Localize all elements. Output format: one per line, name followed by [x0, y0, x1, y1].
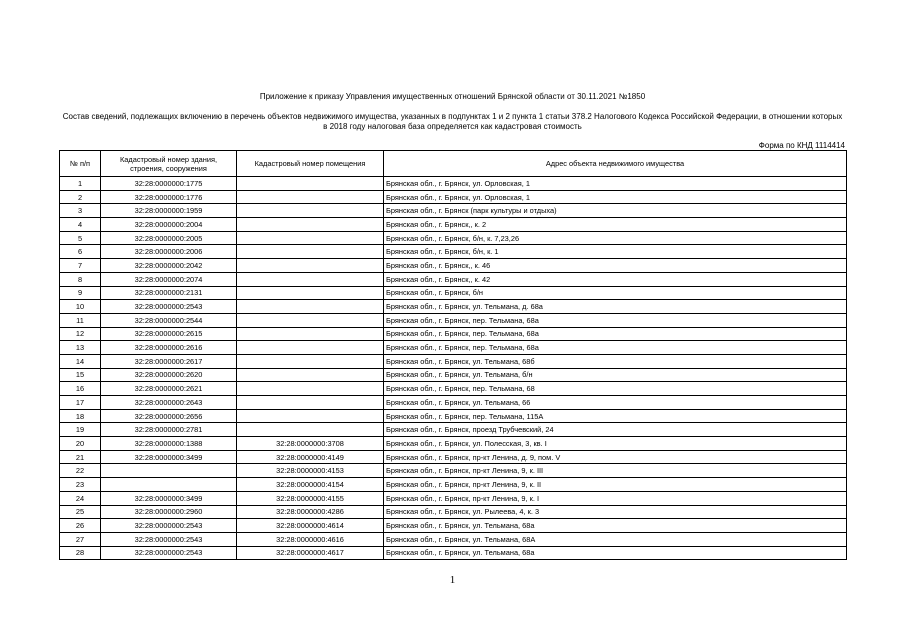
cell-number: 4: [60, 218, 101, 232]
cell-number: 18: [60, 409, 101, 423]
table-row: [60, 532, 847, 546]
cell-building-cadastral: 32:28:0000000:1388: [101, 437, 237, 451]
cell-building-cadastral: 32:28:0000000:2621: [101, 382, 237, 396]
cell-building-cadastral: 32:28:0000000:2042: [101, 259, 237, 273]
cell-building-cadastral: [101, 478, 237, 492]
cell-building-cadastral: 32:28:0000000:2617: [101, 354, 237, 368]
table-row: [60, 245, 847, 259]
cell-address: Брянская обл., г. Брянск, пр-кт Ленина, 9, к. III: [384, 464, 847, 478]
cell-address: Брянская обл., г. Брянск, ул. Рылеева, 4, к. 3: [384, 505, 847, 519]
cell-building-cadastral: 32:28:0000000:2781: [101, 423, 237, 437]
table-row: [60, 341, 847, 355]
cell-room-cadastral: [237, 396, 384, 410]
cell-building-cadastral: 32:28:0000000:2074: [101, 272, 237, 286]
cell-address: Брянская обл., г. Брянск, пер. Тельмана, 68: [384, 382, 847, 396]
table-row: [60, 546, 847, 560]
cell-address: Брянская обл., г. Брянск, ул. Тельмана, б/н: [384, 368, 847, 382]
cell-address: Брянская обл., г. Брянск (парк культуры и отдыха): [384, 204, 847, 218]
cell-room-cadastral: [237, 354, 384, 368]
table-row: [60, 300, 847, 314]
cell-building-cadastral: 32:28:0000000:2616: [101, 341, 237, 355]
cell-number: 24: [60, 491, 101, 505]
cell-number: 7: [60, 259, 101, 273]
cell-address: Брянская обл., г. Брянск, ул. Тельмана, 68б: [384, 354, 847, 368]
cell-number: 10: [60, 300, 101, 314]
cell-building-cadastral: 32:28:0000000:2544: [101, 313, 237, 327]
cell-address: Брянская обл., г. Брянск, пр-кт Ленина, д. 9, пом. V: [384, 450, 847, 464]
table-row: [60, 177, 847, 191]
cell-address: Брянская обл., г. Брянск, ул. Тельмана, 68а: [384, 546, 847, 560]
cell-address: Брянская обл., г. Брянск, ул. Тельмана, 66: [384, 396, 847, 410]
cell-number: 23: [60, 478, 101, 492]
cell-room-cadastral: [237, 190, 384, 204]
cell-address: Брянская обл., г. Брянск, проезд Трубчевский, 24: [384, 423, 847, 437]
cell-room-cadastral: 32:28:0000000:4286: [237, 505, 384, 519]
cell-address: Брянская обл., г. Брянск, ул. Тельмана, 68а: [384, 519, 847, 533]
cell-room-cadastral: [237, 382, 384, 396]
cell-room-cadastral: 32:28:0000000:4149: [237, 450, 384, 464]
table-row: [60, 190, 847, 204]
cell-room-cadastral: 32:28:0000000:4616: [237, 532, 384, 546]
cell-room-cadastral: 32:28:0000000:4154: [237, 478, 384, 492]
cell-address: Брянская обл., г. Брянск, ул. Орловская, 1: [384, 190, 847, 204]
cell-address: Брянская обл., г. Брянск, пер. Тельмана, 68а: [384, 341, 847, 355]
cell-room-cadastral: [237, 300, 384, 314]
cell-number: 1: [60, 177, 101, 191]
table-row: [60, 519, 847, 533]
document-title: Приложение к приказу Управления имущественных отношений Брянской области от 30.11.2021 №1850: [259, 92, 646, 101]
table-row: [60, 491, 847, 505]
cell-building-cadastral: 32:28:0000000:3499: [101, 450, 237, 464]
cell-number: 28: [60, 546, 101, 560]
cell-room-cadastral: [237, 327, 384, 341]
table-row: [60, 423, 847, 437]
cell-address: Брянская обл., г. Брянск,, к. 46: [384, 259, 847, 273]
table-row: [60, 218, 847, 232]
cell-address: Брянская обл., г. Брянск,, к. 2: [384, 218, 847, 232]
table-row: [60, 313, 847, 327]
cell-room-cadastral: 32:28:0000000:3708: [237, 437, 384, 451]
cell-number: 17: [60, 396, 101, 410]
cell-address: Брянская обл., г. Брянск, б/н, к. 7,23,26: [384, 231, 847, 245]
table-row: [60, 478, 847, 492]
cell-number: 3: [60, 204, 101, 218]
cell-room-cadastral: [237, 272, 384, 286]
table-row: [60, 382, 847, 396]
table-row: [60, 368, 847, 382]
cell-building-cadastral: 32:28:0000000:2620: [101, 368, 237, 382]
cell-building-cadastral: 32:28:0000000:2004: [101, 218, 237, 232]
cell-room-cadastral: [237, 231, 384, 245]
cell-number: 27: [60, 532, 101, 546]
cell-number: 15: [60, 368, 101, 382]
cell-room-cadastral: [237, 409, 384, 423]
cell-building-cadastral: 32:28:0000000:2006: [101, 245, 237, 259]
cell-room-cadastral: [237, 259, 384, 273]
table-row: [60, 259, 847, 273]
cell-room-cadastral: 32:28:0000000:4153: [237, 464, 384, 478]
table-row: [60, 437, 847, 451]
cell-building-cadastral: 32:28:0000000:2131: [101, 286, 237, 300]
cell-number: 11: [60, 313, 101, 327]
table-row: [60, 396, 847, 410]
cell-address: Брянская обл., г. Брянск, ул. Орловская, 1: [384, 177, 847, 191]
cell-address: Брянская обл., г. Брянск, пер. Тельмана, 68а: [384, 313, 847, 327]
cell-number: 20: [60, 437, 101, 451]
cell-address: Брянская обл., г. Брянск, пр-кт Ленина, 9, к. II: [384, 478, 847, 492]
table-row: [60, 231, 847, 245]
cell-room-cadastral: 32:28:0000000:4617: [237, 546, 384, 560]
cell-building-cadastral: 32:28:0000000:2543: [101, 300, 237, 314]
header-address: Адрес объекта недвижимого имущества: [384, 151, 847, 177]
cell-room-cadastral: [237, 204, 384, 218]
header-building-cadastral: Кадастровый номер здания, строения, сооружения: [101, 151, 237, 177]
cell-room-cadastral: 32:28:0000000:4614: [237, 519, 384, 533]
cell-building-cadastral: 32:28:0000000:2005: [101, 231, 237, 245]
cell-building-cadastral: 32:28:0000000:2543: [101, 546, 237, 560]
table-row: [60, 450, 847, 464]
cell-room-cadastral: [237, 313, 384, 327]
cell-number: 9: [60, 286, 101, 300]
cell-room-cadastral: [237, 341, 384, 355]
cell-number: 5: [60, 231, 101, 245]
cell-number: 8: [60, 272, 101, 286]
table-header-row: [60, 151, 847, 177]
cell-address: Брянская обл., г. Брянск, пр-кт Ленина, 9, к. I: [384, 491, 847, 505]
cell-number: 25: [60, 505, 101, 519]
table-row: [60, 505, 847, 519]
table-row: [60, 327, 847, 341]
cell-room-cadastral: [237, 368, 384, 382]
cell-building-cadastral: 32:28:0000000:1959: [101, 204, 237, 218]
form-code: Форма по КНД 1114414: [758, 141, 845, 150]
cell-room-cadastral: [237, 423, 384, 437]
table-row: [60, 286, 847, 300]
property-table: [59, 150, 847, 560]
cell-room-cadastral: [237, 177, 384, 191]
table-row: [60, 354, 847, 368]
cell-room-cadastral: [237, 218, 384, 232]
table-row: [60, 464, 847, 478]
cell-number: 12: [60, 327, 101, 341]
header-number: № п/п: [60, 151, 101, 177]
cell-building-cadastral: 32:28:0000000:2656: [101, 409, 237, 423]
cell-building-cadastral: 32:28:0000000:2543: [101, 519, 237, 533]
document-subtitle: Состав сведений, подлежащих включению в перечень объектов недвижимого имущества, указанных в подпунктах 1 и 2 пункта 1 статьи 378.2 Налогового Кодекса Российской Федерации, в отношении которых в 2018 году налоговая база определяется как кадастровая стоимость: [62, 112, 843, 131]
cell-number: 2: [60, 190, 101, 204]
cell-number: 26: [60, 519, 101, 533]
cell-building-cadastral: 32:28:0000000:1775: [101, 177, 237, 191]
cell-address: Брянская обл., г. Брянск, пер. Тельмана, 68а: [384, 327, 847, 341]
cell-address: Брянская обл., г. Брянск, ул. Тельмана, д. 68а: [384, 300, 847, 314]
page-number: 1: [449, 574, 456, 586]
cell-number: 16: [60, 382, 101, 396]
cell-room-cadastral: [237, 245, 384, 259]
cell-address: Брянская обл., г. Брянск, ул. Тельмана, 68А: [384, 532, 847, 546]
cell-building-cadastral: [101, 464, 237, 478]
cell-address: Брянская обл., г. Брянск, пер. Тельмана, 115А: [384, 409, 847, 423]
cell-address: Брянская обл., г. Брянск, б/н: [384, 286, 847, 300]
table-row: [60, 272, 847, 286]
header-room-cadastral: Кадастровый номер помещения: [237, 151, 384, 177]
cell-building-cadastral: 32:28:0000000:2960: [101, 505, 237, 519]
cell-number: 21: [60, 450, 101, 464]
cell-number: 14: [60, 354, 101, 368]
cell-number: 6: [60, 245, 101, 259]
cell-number: 22: [60, 464, 101, 478]
cell-number: 19: [60, 423, 101, 437]
cell-building-cadastral: 32:28:0000000:3499: [101, 491, 237, 505]
cell-building-cadastral: 32:28:0000000:1776: [101, 190, 237, 204]
cell-address: Брянская обл., г. Брянск,, к. 42: [384, 272, 847, 286]
table-body: [60, 177, 847, 560]
cell-number: 13: [60, 341, 101, 355]
cell-address: Брянская обл., г. Брянск, б/н, к. 1: [384, 245, 847, 259]
cell-building-cadastral: 32:28:0000000:2543: [101, 532, 237, 546]
table-row: [60, 409, 847, 423]
cell-address: Брянская обл., г. Брянск, ул. Полесская, 3, кв. I: [384, 437, 847, 451]
cell-building-cadastral: 32:28:0000000:2615: [101, 327, 237, 341]
cell-room-cadastral: 32:28:0000000:4155: [237, 491, 384, 505]
cell-building-cadastral: 32:28:0000000:2643: [101, 396, 237, 410]
table-row: [60, 204, 847, 218]
cell-room-cadastral: [237, 286, 384, 300]
